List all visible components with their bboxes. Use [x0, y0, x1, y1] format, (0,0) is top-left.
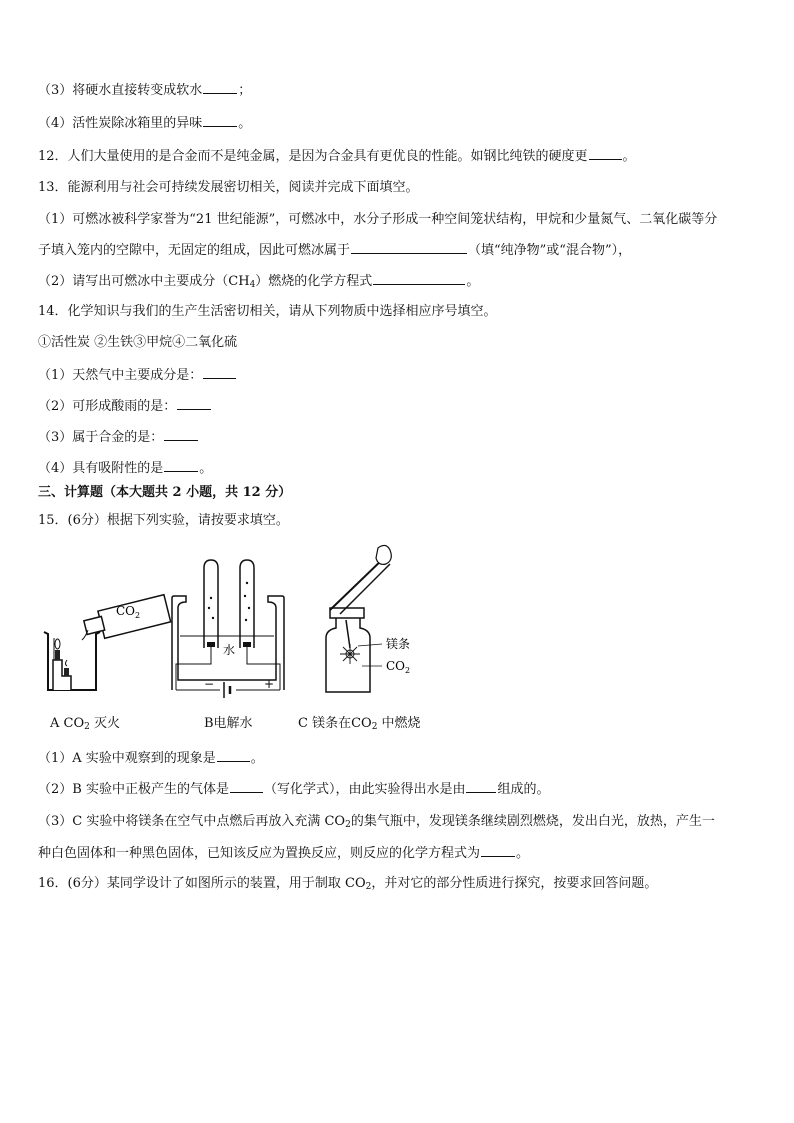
q13-item2-text: （2）请写出可燃冰中主要成分（CH	[38, 274, 250, 289]
answer-blank[interactable]	[164, 427, 198, 441]
q11-item4-text: （4）活性炭除冰箱里的异味	[38, 116, 203, 131]
experiment-c	[326, 545, 410, 692]
magnesium-label: 镁条	[386, 637, 411, 651]
answer-blank[interactable]	[217, 748, 250, 762]
answer-blank[interactable]	[351, 240, 467, 254]
candle-low	[64, 668, 69, 676]
q15-item2	[38, 779, 550, 799]
q15-item3-line2	[38, 843, 529, 863]
caption-c-text: C 镁条在CO	[298, 716, 372, 731]
q11-item4	[38, 113, 251, 133]
q15-item2-text-2: （写化学式），由此实验得出水是由	[263, 782, 466, 797]
answer-blank[interactable]	[466, 779, 496, 793]
water-label: 水	[223, 643, 236, 657]
answer-blank[interactable]	[589, 146, 622, 160]
q16-text: 16．(6分）某同学设计了如图所示的装置，用于制取 CO	[38, 876, 366, 891]
punct: 。	[238, 116, 252, 131]
subscript: 2	[84, 722, 90, 732]
q14-item3-text: （3）属于合金的是：	[38, 430, 164, 445]
electrode-left	[207, 642, 215, 647]
answer-blank[interactable]	[203, 80, 237, 94]
caption-a-tail: 灭火	[89, 716, 120, 731]
q12-text: 12．人们大量使用的是合金而不是纯金属，是因为合金具有更优良的性能。如钢比纯铁的硬度更	[38, 149, 588, 164]
q14-text: 14．化学知识与我们的生产生活密切相关，请从下列物质中选择相应序号填空。	[38, 304, 497, 319]
q15-item1-text: （1）A 实验中观察到的现象是	[38, 751, 216, 766]
q13-item2-text-2: ）燃烧的化学方程式	[255, 274, 373, 289]
punct: 。	[466, 274, 480, 289]
answer-blank[interactable]	[481, 843, 515, 857]
tongs	[340, 564, 390, 614]
q15-item3-text: （3）C 实验中将镁条在空气中点燃后再放入充满 CO	[38, 814, 346, 829]
section-heading	[38, 483, 291, 503]
q16-stem	[38, 874, 657, 894]
answer-blank[interactable]	[373, 271, 465, 285]
subscript: 2	[371, 722, 378, 732]
magnesium-ribbon	[346, 620, 350, 648]
plus-sign: +	[264, 677, 275, 691]
punct: ；	[238, 83, 252, 98]
q14-options	[38, 333, 237, 353]
q11-item3	[38, 80, 251, 100]
punct: 。	[250, 751, 264, 766]
q14-item1	[38, 365, 237, 385]
caption-c	[298, 712, 421, 731]
answer-blank[interactable]	[230, 779, 263, 793]
q15-item3-line1	[38, 812, 715, 832]
q13-item1-text-2: 子填入笼内的空隙中，无固定的组成，因此可燃冰属于	[38, 243, 351, 258]
caption-b-text: B电解水	[204, 716, 253, 731]
flame-icon	[55, 639, 60, 649]
q14-item4	[38, 458, 212, 478]
q15-item2-text: （2）B 实验中正极产生的气体是	[38, 782, 229, 797]
hand-icon	[376, 545, 391, 564]
q15-text: 15．(6分）根据下列实验，请按要求填空。	[38, 513, 289, 528]
q13-item1-hint: （填“纯净物”或“混合物”），	[468, 243, 632, 258]
q14-item3	[38, 427, 199, 447]
flame-icon	[66, 660, 68, 666]
punct: 。	[622, 149, 636, 164]
tongs	[330, 556, 386, 610]
experiment-b	[172, 560, 284, 698]
answer-blank[interactable]	[177, 396, 211, 410]
q15-item2-tail: 组成的。	[497, 782, 550, 797]
electrode-right	[243, 642, 251, 647]
caption-a-text: A CO	[50, 716, 85, 731]
q14-item2-text: （2）可形成酸雨的是：	[38, 399, 177, 414]
tube-right	[240, 560, 254, 648]
q13-item1-line2	[38, 240, 631, 260]
minus-sign: −	[204, 677, 215, 691]
answer-blank[interactable]	[164, 458, 198, 472]
subscript: 4	[249, 280, 256, 290]
section-heading-text: 三、计算题（本大题共 2 小题，共 12 分）	[38, 485, 292, 500]
burning-sparks-icon	[340, 644, 360, 664]
q13-stem	[38, 178, 419, 198]
q14-item1-text: （1）天然气中主要成分是：	[38, 368, 203, 383]
experiment-a	[44, 595, 171, 690]
q15-item3-text-2: 的集气瓶中，发现镁条继续剧烈燃烧，发出白光，放热，产生一	[350, 814, 715, 829]
q15-item1	[38, 748, 264, 768]
q12	[38, 146, 636, 166]
q13-text: 13．能源利用与社会可持续发展密切相关，阅读并完成下面填空。	[38, 180, 419, 195]
q14-item2	[38, 396, 212, 416]
co2-label: $CO_2$	[386, 659, 411, 675]
answer-blank[interactable]	[203, 365, 236, 379]
subscript: 2	[365, 882, 372, 892]
answer-blank[interactable]	[203, 113, 237, 127]
q15-item3-text-3: 种白色固体和一种黑色固体，已知该反应为置换反应，则反应的化学方程式为	[38, 846, 481, 861]
jar-lid	[330, 608, 364, 618]
punct: 。	[516, 846, 530, 861]
caption-a	[50, 712, 120, 731]
q14-item4-text: （4）具有吸附性的是	[38, 461, 164, 476]
q13-item2	[38, 271, 479, 291]
subscript: 2	[345, 820, 351, 830]
caption-c-tail: 中燃烧	[377, 716, 421, 731]
q15-stem	[38, 511, 289, 531]
candle-high	[55, 650, 60, 660]
experiment-figure	[40, 538, 440, 738]
caption-b	[204, 712, 253, 731]
q14-stem	[38, 302, 497, 322]
punct: 。	[199, 461, 213, 476]
bottle-label: $CO_2$	[116, 604, 141, 620]
bubbles	[208, 582, 250, 621]
q16-text-2: ，并对它的部分性质进行探究，按要求回答问题。	[371, 876, 658, 891]
tube-left	[204, 560, 218, 648]
q14-options-text: ①活性炭 ②生铁③甲烷④二氧化硫	[38, 335, 238, 350]
q13-item1-text: （1）可燃冰被科学家誉为“21 世纪能源”，可燃冰中，水分子形成一种空间笼状结构，甲烷和少量氮气、二氧化碳等分	[38, 212, 718, 227]
q13-item1-line1	[38, 210, 717, 230]
q11-item3-text: （3）将硬水直接转变成软水	[38, 83, 203, 98]
